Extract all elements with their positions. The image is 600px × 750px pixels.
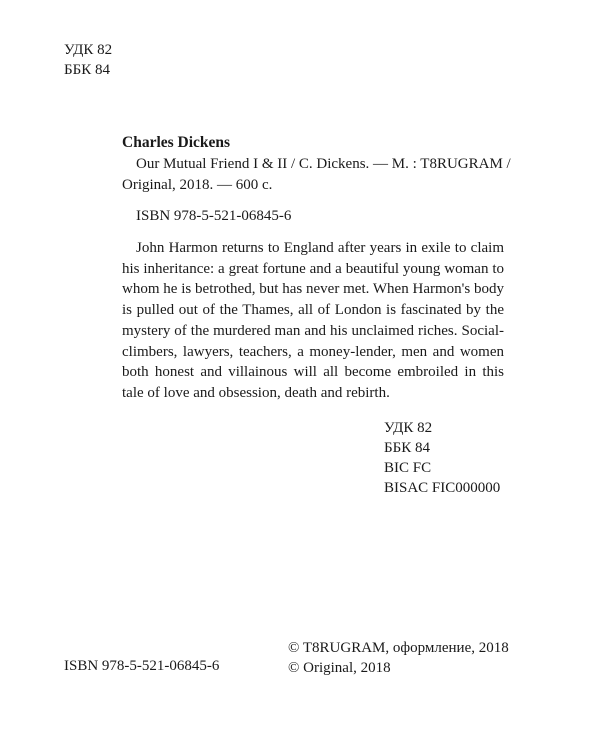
bibliographic-description: Our Mutual Friend I & II / C. Dickens. — M. : T8RUGRAM / (136, 156, 511, 172)
classification-codes-right (384, 418, 500, 498)
author-name: Charles Dickens (122, 134, 231, 151)
bibliographic-record (122, 132, 511, 196)
bbk-code: ББК 84 (64, 62, 110, 78)
udk-code: УДК 82 (64, 42, 113, 58)
isbn-footer: ISBN 978-5-521-06845-6 (64, 658, 220, 674)
bibliographic-description-continued: Original, 2018. — 600 c. (122, 177, 273, 193)
udk-code: УДК 82 (384, 420, 433, 436)
bic-code: BIC FC (384, 460, 432, 476)
bbk-code: ББК 84 (384, 440, 430, 456)
copyright-publisher: © T8RUGRAM, оформление, 2018 (288, 640, 509, 656)
copyright-original: © Original, 2018 (288, 660, 391, 676)
classification-codes-top (64, 40, 112, 80)
bisac-code: BISAC FIC000000 (384, 480, 501, 496)
copyright-notices (288, 638, 509, 678)
annotation-text: John Harmon returns to England after years in exile to claim his inheritance: a great fortune and a beautiful young woman to whom he is betrothed, but has never met. When Harmon's body is pulled out of the Thames, all of London is fascinated by the mystery of the murdered man and his unclaimed riches. Social-climbers, lawyers, teachers, a money-lender, men and women both honest and villainous will all become embroiled in this tale of love and obsession, death and rebirth. (122, 240, 504, 401)
isbn-number: ISBN 978-5-521-06845-6 (136, 208, 292, 224)
book-annotation (122, 238, 504, 404)
